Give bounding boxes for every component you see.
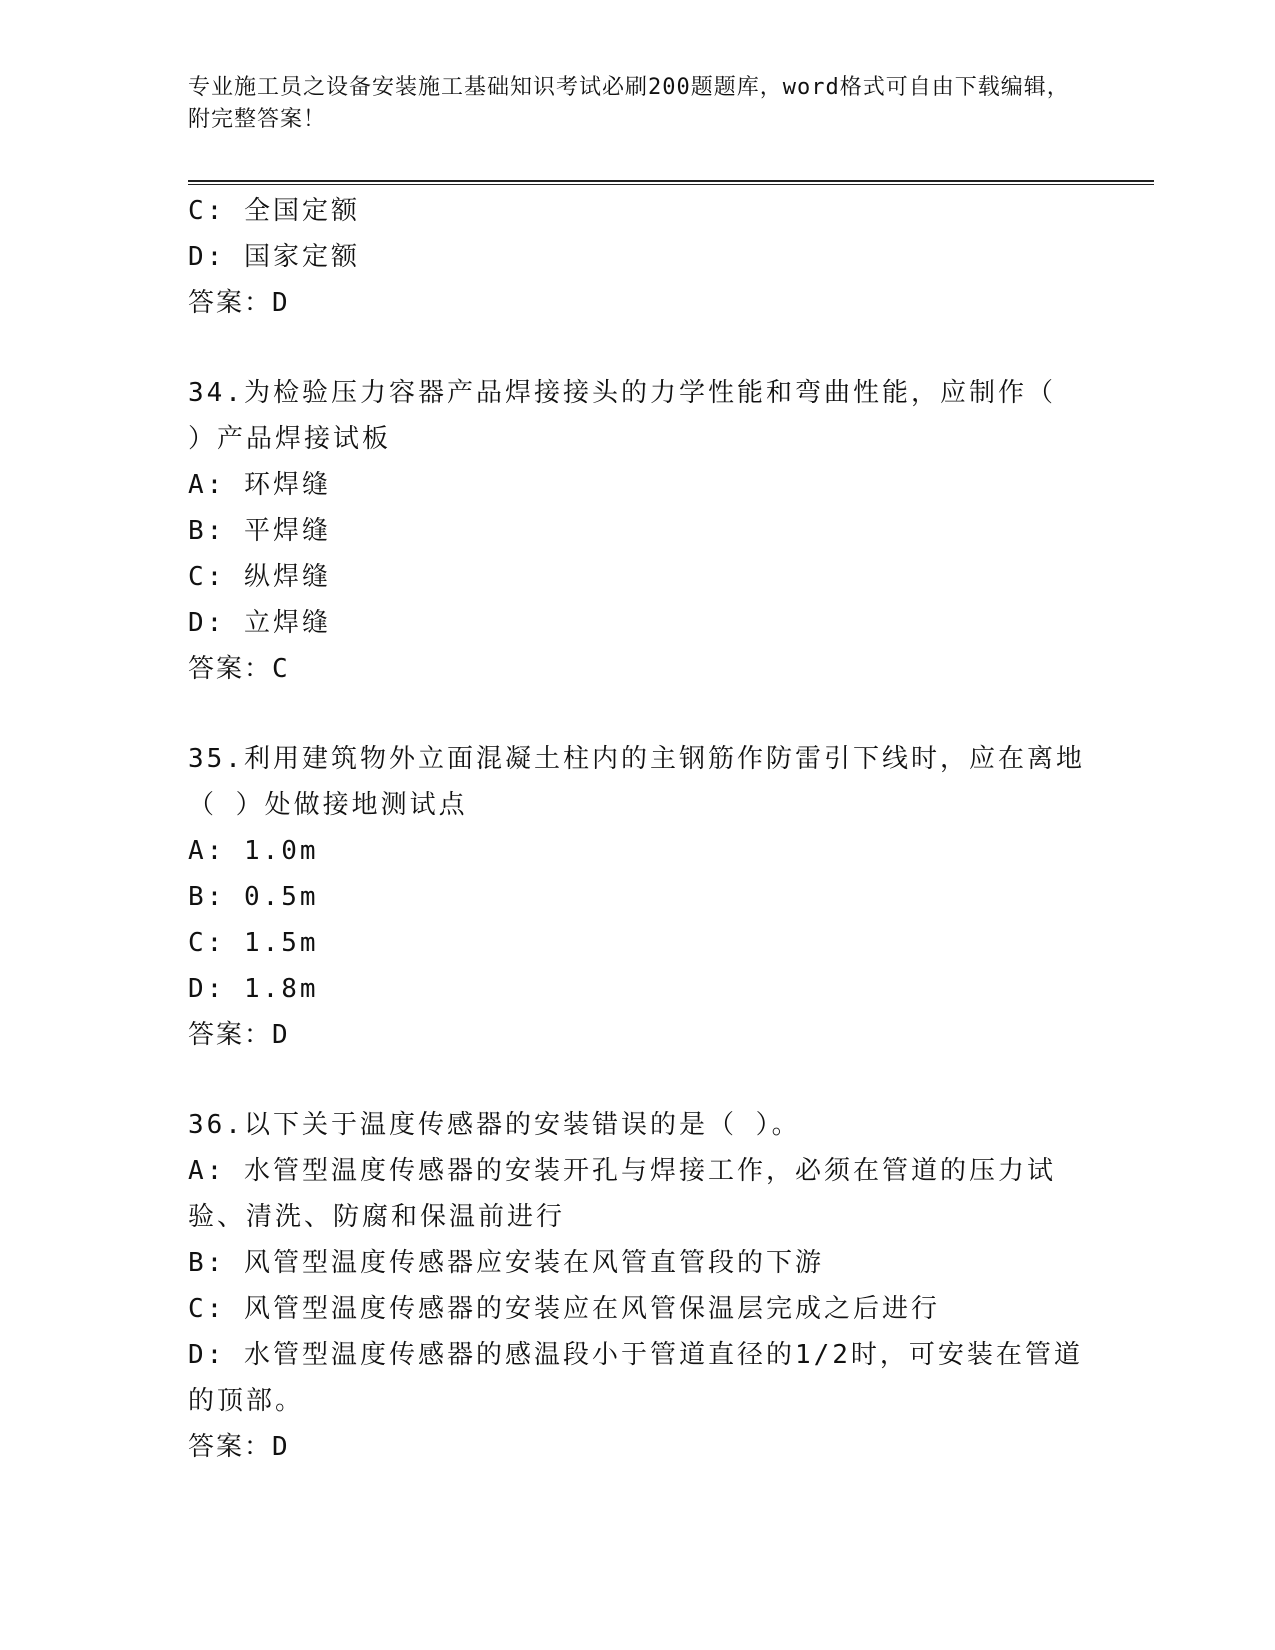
option-text: 平焊缝 [243, 516, 331, 546]
answer-line [188, 1424, 1088, 1470]
answer-value: D [272, 288, 290, 318]
option-text: 全国定额 [243, 196, 360, 226]
question-stem: 34.为检验压力容器产品焊接接头的力学性能和弯曲性能，应制作（ ）产品焊接试板 [188, 378, 1056, 454]
option-c [188, 1286, 1088, 1332]
option-text: 国家定额 [243, 242, 360, 272]
question-stem: 35.利用建筑物外立面混凝土柱内的主钢筋作防雷引下线时，应在离地（ ）处做接地测试点 [188, 744, 1085, 820]
option-text: 1.8m [243, 974, 319, 1004]
document-body [188, 188, 1088, 1470]
option-label: A: [188, 1156, 226, 1186]
option-text: 水管型温度传感器的感温段小于管道直径的1/2时，可安装在管道的顶部。 [188, 1340, 1083, 1416]
option-text: 水管型温度传感器的安装开孔与焊接工作，必须在管道的压力试验、清洗、防腐和保温前进行 [188, 1156, 1056, 1232]
option-label: B: [188, 882, 226, 912]
option-b [188, 1240, 1088, 1286]
option-label: C: [188, 562, 226, 592]
option-b [188, 874, 1088, 920]
answer-value: D [272, 1020, 290, 1050]
answer-value: C [272, 654, 290, 684]
option-label: B: [188, 1248, 226, 1278]
option-d [188, 1332, 1088, 1424]
option-text: 1.5m [243, 928, 319, 958]
option-d [188, 966, 1088, 1012]
option-text: 立焊缝 [243, 608, 331, 638]
option-c [188, 554, 1088, 600]
option-label: D: [188, 1340, 226, 1370]
option-c [188, 920, 1088, 966]
question-36 [188, 1102, 1088, 1470]
option-label: C: [188, 196, 226, 226]
answer-value: D [272, 1432, 290, 1462]
option-b [188, 508, 1088, 554]
question-35 [188, 736, 1088, 1058]
option-label: A: [188, 836, 226, 866]
option-text: 1.0m [243, 836, 319, 866]
option-text: 纵焊缝 [243, 562, 331, 592]
option-c [188, 188, 1088, 234]
option-label: B: [188, 516, 226, 546]
option-label: A: [188, 470, 226, 500]
option-text: 环焊缝 [243, 470, 331, 500]
option-text: 风管型温度传感器应安装在风管直管段的下游 [243, 1248, 824, 1278]
page-header [188, 72, 1088, 136]
answer-label: 答案： [188, 654, 273, 684]
option-d [188, 234, 1088, 280]
header-divider [188, 180, 1154, 185]
header-text: 专业施工员之设备安装施工基础知识考试必刷200题题库，word格式可自由下载编辑，附完整答案！ [188, 75, 1070, 132]
option-d [188, 600, 1088, 646]
option-label: D: [188, 608, 226, 638]
option-label: D: [188, 974, 226, 1004]
option-a [188, 462, 1088, 508]
option-label: C: [188, 1294, 226, 1324]
answer-label: 答案： [188, 1020, 273, 1050]
answer-line [188, 1012, 1088, 1058]
answer-label: 答案： [188, 288, 273, 318]
answer-line [188, 646, 1088, 692]
option-text: 风管型温度传感器的安装应在风管保温层完成之后进行 [243, 1294, 940, 1324]
option-a [188, 1148, 1088, 1240]
option-label: D: [188, 242, 226, 272]
option-label: C: [188, 928, 226, 958]
answer-label: 答案： [188, 1432, 273, 1462]
question-34 [188, 370, 1088, 692]
option-a [188, 828, 1088, 874]
answer-line [188, 280, 1088, 326]
question-33-continuation [188, 188, 1088, 326]
option-text: 0.5m [243, 882, 319, 912]
question-stem: 36.以下关于温度传感器的安装错误的是（ ）。 [188, 1110, 801, 1140]
